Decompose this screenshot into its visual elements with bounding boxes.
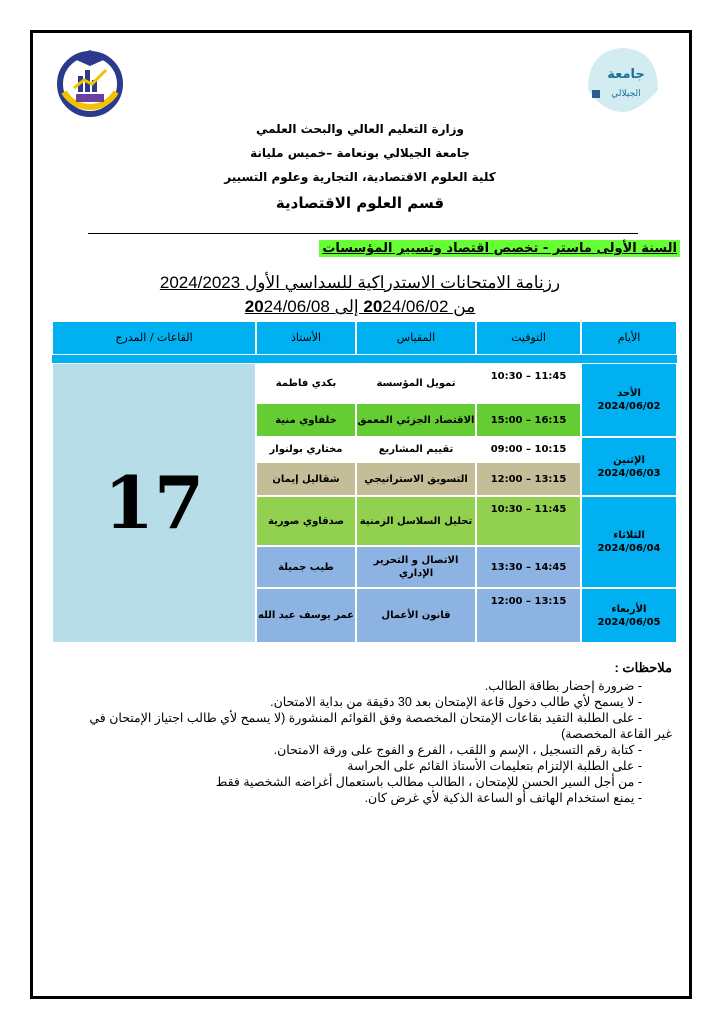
- schedule-title: رزنامة الامتحانات الاستدراكية للسداسي الأول 2024/2023: [159, 273, 561, 292]
- header-professor: الأستاذ: [256, 321, 356, 355]
- note-item: غير القاعة المخصصة): [561, 727, 672, 741]
- header-rooms: القاعات / المدرج: [52, 321, 256, 355]
- faculty-name: كلية العلوم الاقتصادية، التجارية وعلوم التسيير: [224, 170, 496, 184]
- time-cell: 10:30 – 11:45: [476, 363, 581, 403]
- time-cell: 09:00 – 10:15: [476, 437, 581, 462]
- header-days: الأيام: [581, 321, 677, 355]
- header-spacer: [52, 355, 677, 363]
- notes-title: ملاحظات :: [614, 660, 672, 675]
- module-cell: تقييم المشاريع: [356, 437, 476, 462]
- time-cell: 10:30 – 11:45: [476, 496, 581, 546]
- header-module: المقياس: [356, 321, 476, 355]
- exam-schedule-table: [52, 321, 677, 643]
- note-item: - على الطلبة التقيد بقاعات الإمتحان المخصصة وفق القوائم المنشورة (لا يسمح لأي طالب اجتياز الإمتحان في: [89, 711, 642, 725]
- day-name: الثلاثاء: [613, 530, 645, 541]
- professor-cell: خلفاوي منية: [256, 403, 356, 437]
- professor-cell: مختاري بولنوار: [256, 437, 356, 462]
- room-number: 17: [52, 363, 256, 643]
- professor-cell: عمر يوسف عبد الله: [256, 588, 356, 643]
- day-name: الأربعاء: [611, 603, 647, 615]
- svg-text:الجيلالي: الجيلالي: [611, 89, 641, 99]
- module-cell: قانون الأعمال: [356, 588, 476, 643]
- module-cell: التسويق الاستراتيجي: [356, 462, 476, 496]
- note-item: - لا يسمح لأي طالب دخول قاعة الإمتحان بعد 30 دقيقة من بداية الامتحان.: [270, 695, 642, 709]
- module-cell: الاتصال و التحرير الإداري: [356, 546, 476, 588]
- day-cell: [581, 496, 677, 588]
- time-cell: 15:00 – 16:15: [476, 403, 581, 437]
- department-name: قسم العلوم الاقتصادية: [275, 194, 445, 212]
- level-label: السنة الأولى ماستر - تخصص اقتصاد وتسيير المؤسسات: [319, 240, 680, 257]
- professor-cell: صدقاوي صورية: [256, 496, 356, 546]
- professor-cell: شقاليل إيمان: [256, 462, 356, 496]
- note-item: - من أجل السير الحسن للإمتحان ، الطالب مطالب باستعمال أغراضه الشخصية فقط: [215, 775, 642, 789]
- svg-text:جامعة: جامعة: [607, 67, 645, 82]
- note-item: - كتابة رقم التسجيل ، الإسم و اللقب ، الفرع و الفوج على ورقة الامتحان.: [273, 743, 642, 757]
- note-item: - ضرورة إحضار بطاقة الطالب.: [484, 679, 642, 693]
- day-date: 2024/06/02: [597, 401, 661, 412]
- time-cell: 12:00 – 13:15: [476, 462, 581, 496]
- time-cell: 13:30 – 14:45: [476, 546, 581, 588]
- header-divider: [88, 233, 638, 234]
- professor-cell: طيب جميلة: [256, 546, 356, 588]
- note-item: - يمنع استخدام الهاتف أو الساعة الذكية لأي غرض كان.: [364, 791, 642, 805]
- day-name: الأحد: [617, 388, 641, 399]
- day-date: 2024/06/05: [597, 616, 661, 628]
- note-item: - على الطلبة الإلتزام بتعليمات الأستاذ القائم على الحراسة: [347, 759, 642, 773]
- ministry-name: وزارة التعليم العالي والبحث العلمي: [255, 122, 465, 136]
- module-cell: تمويل المؤسسة: [356, 363, 476, 403]
- module-cell: الاقتصاد الجزئي المعمق: [356, 403, 476, 437]
- professor-cell: بكدي فاطمة: [256, 363, 356, 403]
- university-name: جامعة الجيلالي بونعامة –خميس مليانة: [250, 146, 470, 160]
- notes-section: [52, 660, 672, 806]
- university-logo: [578, 40, 668, 120]
- day-name: الإثنين: [613, 454, 645, 466]
- day-cell: [581, 437, 677, 496]
- day-date: 2024/06/03: [597, 467, 661, 479]
- day-date: 2024/06/04: [597, 543, 661, 554]
- schedule-date-range: من 2024/06/02 إلى 2024/06/08: [244, 297, 476, 316]
- header-time: التوقيت: [476, 321, 581, 355]
- time-cell: 12:00 – 13:15: [476, 588, 581, 643]
- day-cell: [581, 588, 677, 643]
- module-cell: تحليل السلاسل الزمنية: [356, 496, 476, 546]
- faculty-logo: [50, 40, 130, 120]
- day-cell: [581, 363, 677, 437]
